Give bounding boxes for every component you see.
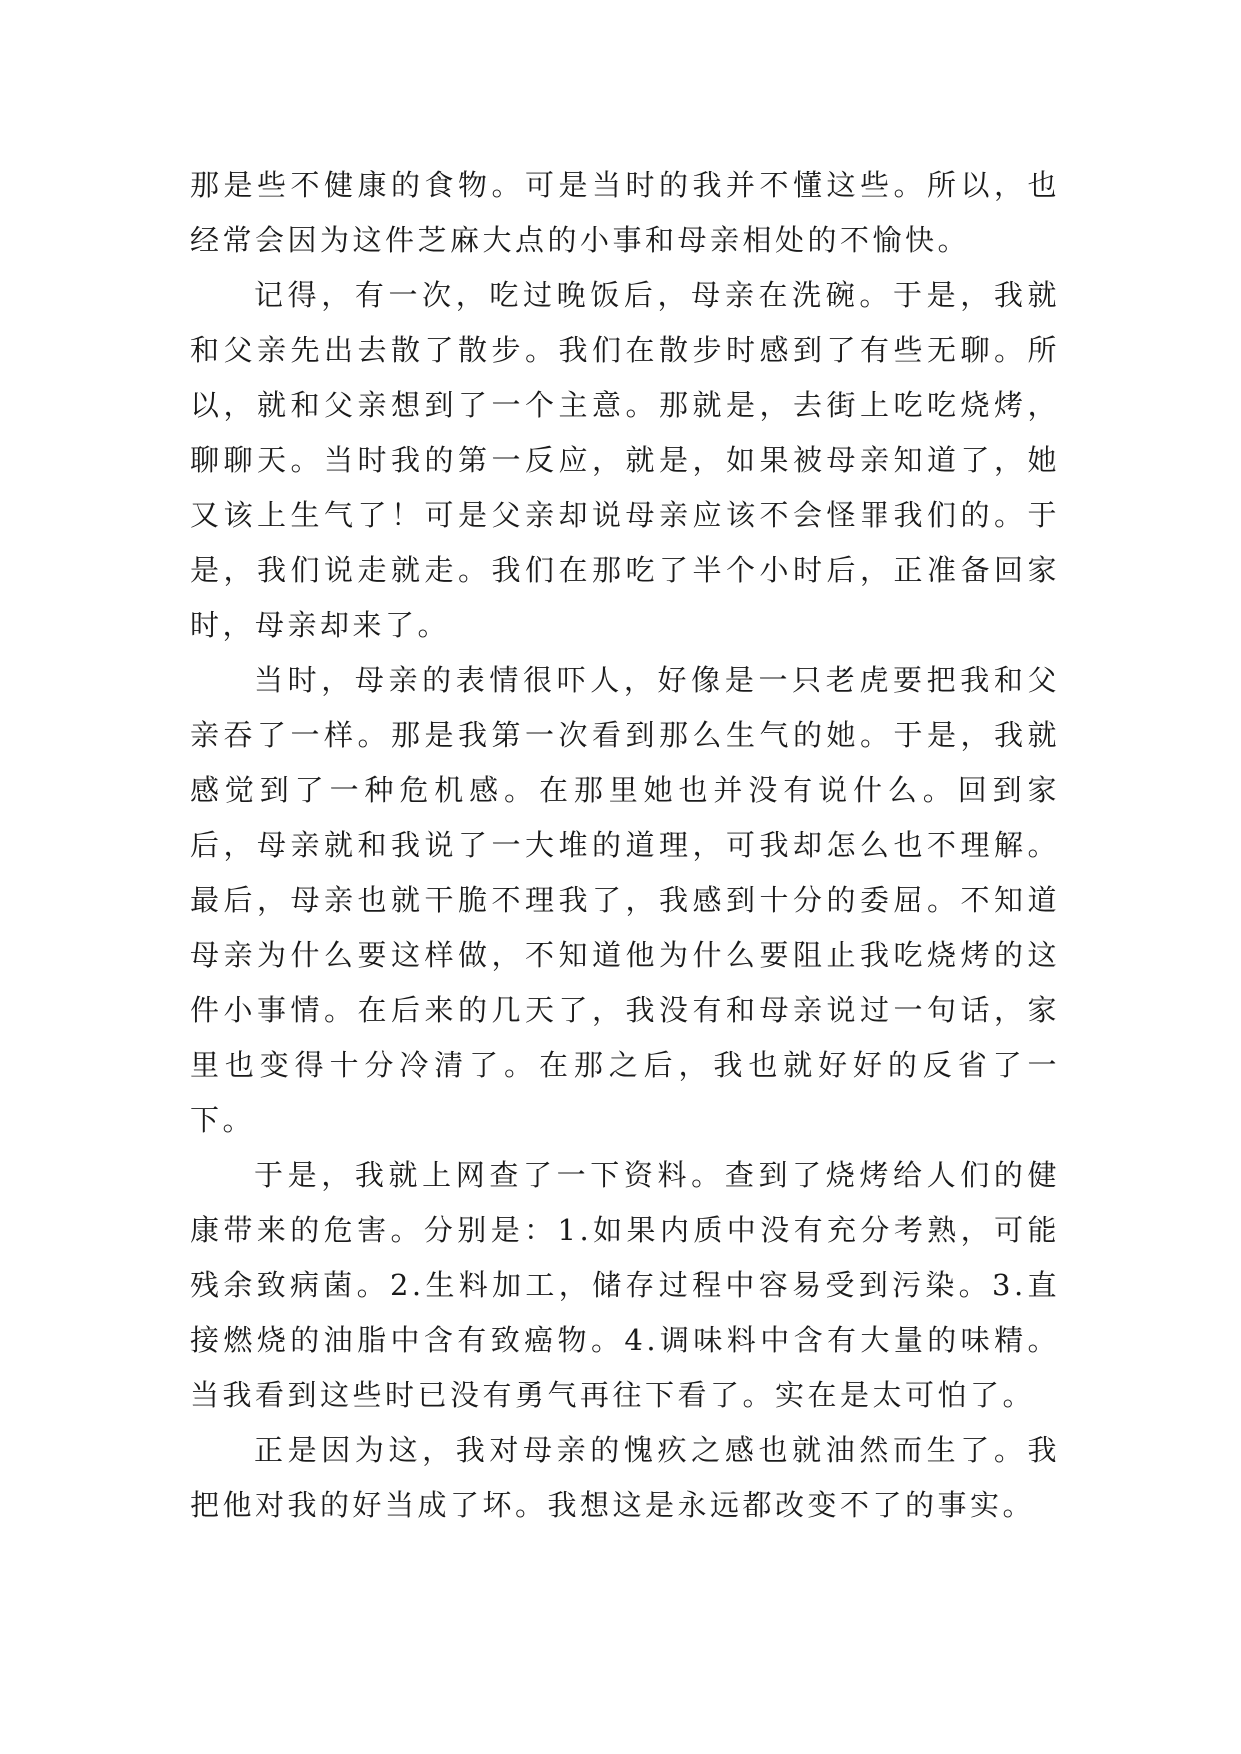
paragraph-4: 于是，我就上网查了一下资料。查到了烧烤给人们的健康带来的危害。分别是：1.如果内质中没有充分考熟，可能残余致病菌。2.生料加工，储存过程中容易受到污染。3.直接燃烧的油脂中含有致癌物。4.调味料中含有大量的味精。当我看到这些时已没有勇气再往下看了。实在是太可怕了。 [190,1158,1060,1412]
paragraph-3: 当时，母亲的表情很吓人，好像是一只老虎要把我和父亲吞了一样。那是我第一次看到那么生气的她。于是，我就感觉到了一种危机感。在那里她也并没有说什么。回到家后，母亲就和我说了一大堆的道理，可我却怎么也不理解。最后，母亲也就干脆不理我了，我感到十分的委屈。不知道母亲为什么要这样做，不知道他为什么要阻止我吃烧烤的这件小事情。在后来的几天了，我没有和母亲说过一句话，家里也变得十分冷清了。在那之后，我也就好好的反省了一下。 [190,663,1060,1137]
paragraph-1: 那是些不健康的食物。可是当时的我并不懂这些。所以，也经常会因为这件芝麻大点的小事和母亲相处的不愉快。 [190,168,1060,257]
paragraph-5: 正是因为这，我对母亲的愧疚之感也就油然而生了。我把他对我的好当成了坏。我想这是永远都改变不了的事实。 [190,1433,1060,1522]
paragraph-2: 记得，有一次，吃过晚饭后，母亲在洗碗。于是，我就和父亲先出去散了散步。我们在散步时感到了有些无聊。所以，就和父亲想到了一个主意。那就是，去街上吃吃烧烤，聊聊天。当时我的第一反应，就是，如果被母亲知道了，她又该上生气了！可是父亲却说母亲应该不会怪罪我们的。于是，我们说走就走。我们在那吃了半个小时后，正准备回家时，母亲却来了。 [190,278,1060,642]
document-body [190,158,1060,1533]
